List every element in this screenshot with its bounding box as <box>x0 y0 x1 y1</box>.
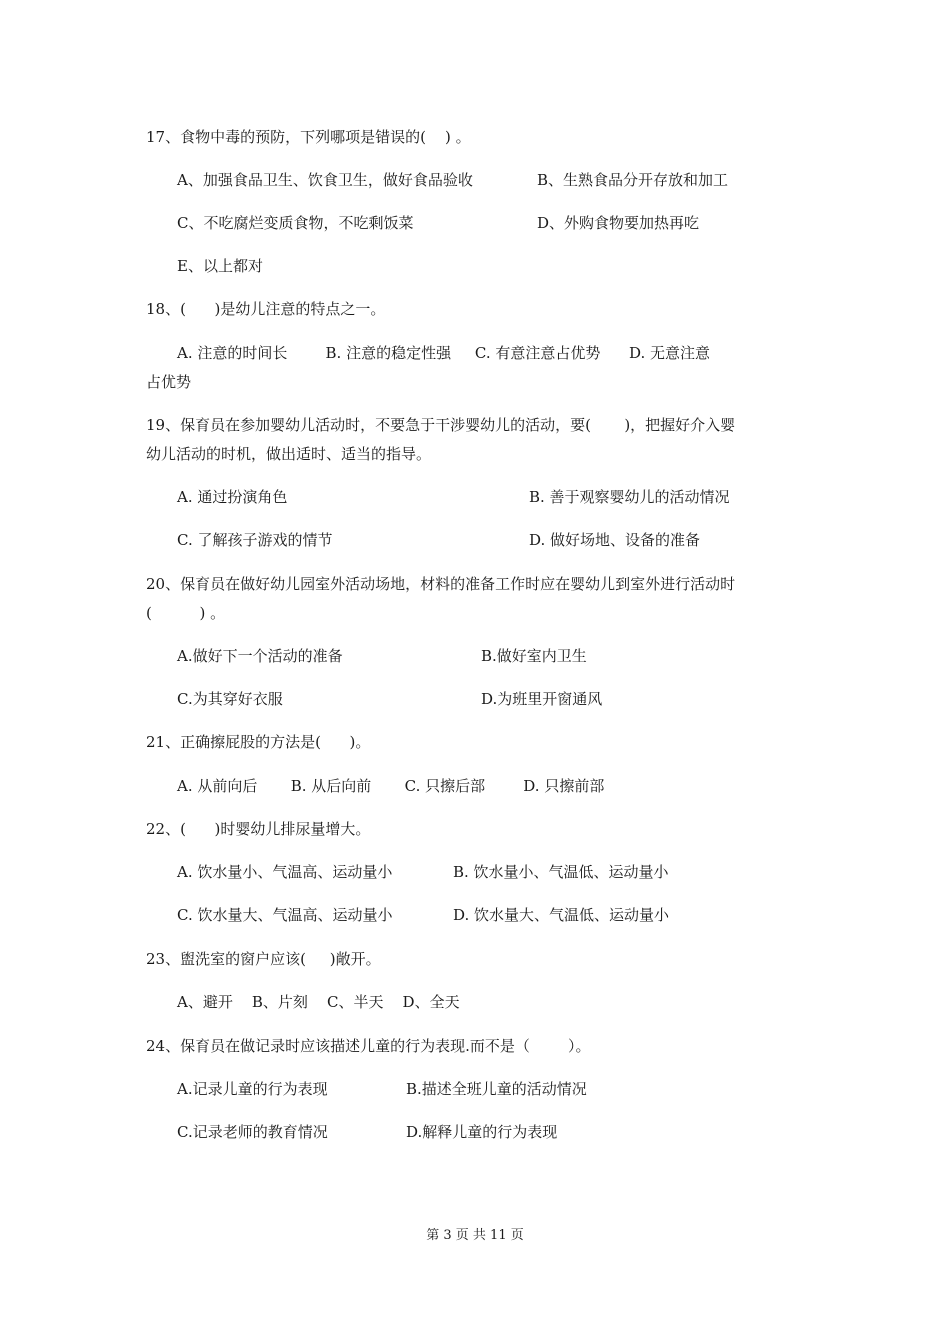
question-20-option-d: D.为班里开窗通风 <box>481 690 603 708</box>
question-21-stem: 21、正确擦屁股的方法是( )。 <box>146 733 371 751</box>
question-17-option-c: C、不吃腐烂变质食物，不吃剩饭菜 <box>177 214 414 232</box>
question-18-stem: 18、( )是幼儿注意的特点之一。 <box>146 300 386 318</box>
question-24-option-b: B.描述全班儿童的活动情况 <box>406 1080 587 1098</box>
question-19-stem: 19、保育员在参加婴幼儿活动时，不要急于干涉婴幼儿的活动，要( )，把握好介入婴 <box>146 416 736 434</box>
question-24-option-d: D.解释儿童的行为表现 <box>406 1123 558 1141</box>
question-21-options: A. 从前向后 B. 从后向前 C. 只擦后部 D. 只擦前部 <box>177 777 605 795</box>
question-22-stem: 22、( )时婴幼儿排尿量增大。 <box>146 820 371 838</box>
question-20-option-c: C.为其穿好衣服 <box>177 690 283 708</box>
question-24-option-c: C.记录老师的教育情况 <box>177 1123 328 1141</box>
question-18-options: A. 注意的时间长 B. 注意的稳定性强 C. 有意注意占优势 D. 无意注意 <box>177 344 711 362</box>
question-19-stem-wrap: 幼儿活动的时机，做出适时、适当的指导。 <box>146 445 432 463</box>
question-19-option-c: C. 了解孩子游戏的情节 <box>177 531 333 549</box>
question-19-option-a: A. 通过扮演角色 <box>177 488 288 506</box>
question-22-option-b: B. 饮水量小、气温低、运动量小 <box>453 863 669 881</box>
question-18-options-wrap: 占优势 <box>146 373 192 391</box>
question-17-option-b: B、生熟食品分开存放和加工 <box>537 171 729 189</box>
question-19-option-d: D. 做好场地、设备的准备 <box>529 531 701 549</box>
question-24-stem: 24、保育员在做记录时应该描述儿童的行为表现.而不是（ ）。 <box>146 1037 591 1055</box>
question-22-option-d: D. 饮水量大、气温低、运动量小 <box>453 906 670 924</box>
question-22-option-a: A. 饮水量小、气温高、运动量小 <box>177 863 393 881</box>
question-17-option-a: A、加强食品卫生、饮食卫生，做好食品验收 <box>177 171 473 189</box>
question-23-stem: 23、盥洗室的窗户应该( )敞开。 <box>146 950 381 968</box>
question-17-option-e: E、以上都对 <box>177 257 263 275</box>
question-20-stem-wrap: ( ) 。 <box>146 604 226 622</box>
question-22-option-c: C. 饮水量大、气温高、运动量小 <box>177 906 393 924</box>
question-23-options: A、避开 B、片刻 C、半天 D、全天 <box>177 993 460 1011</box>
question-20-stem: 20、保育员在做好幼儿园室外活动场地，材料的准备工作时应在婴幼儿到室外进行活动时 <box>146 575 736 593</box>
question-17-stem: 17、食物中毒的预防，下列哪项是错误的( ) 。 <box>146 128 471 146</box>
question-19-option-b: B. 善于观察婴幼儿的活动情况 <box>529 488 730 506</box>
question-20-option-a: A.做好下一个活动的准备 <box>177 647 343 665</box>
question-24-option-a: A.记录儿童的行为表现 <box>177 1080 328 1098</box>
page-number: 第 3 页 共 11 页 <box>426 1228 524 1243</box>
question-17-option-d: D、外购食物要加热再吃 <box>537 214 700 232</box>
question-20-option-b: B.做好室内卫生 <box>481 647 587 665</box>
